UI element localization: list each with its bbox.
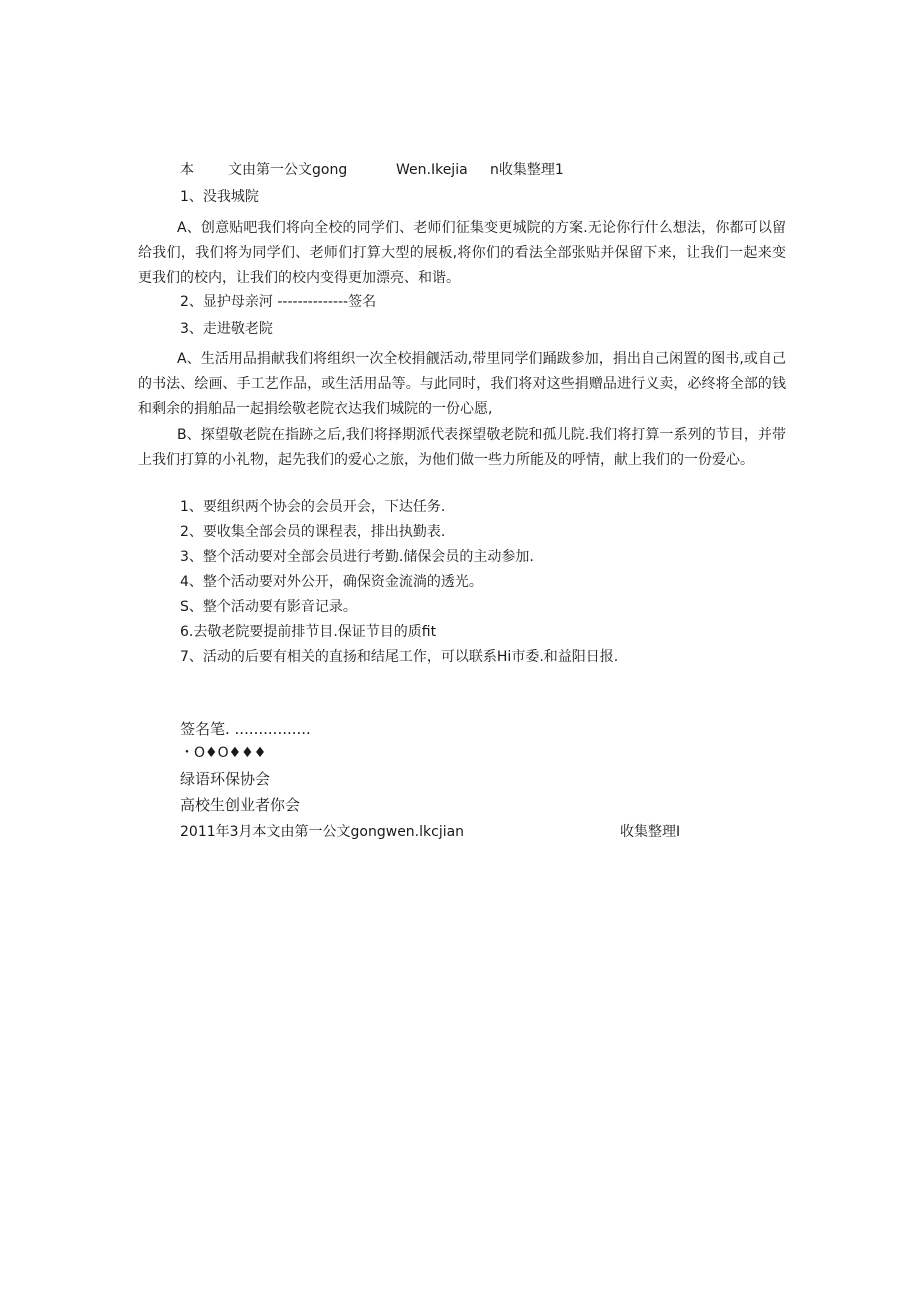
section-3-paragraph-a xyxy=(138,347,786,422)
section-3-paragraph-a-text: A、生活用品捐献我们将组织一次全校捐觎活动,带里同学们踊跋参加，捐出自己闲置的图书,或自己的书法、绘画、手工艺作品，或生活用品等。与此同时，我们将对这些捐赠品进行义卖，必终将全部的钱和剩余的捐舶品一起捐绘敬老院衣达我们城院的一份心愿, xyxy=(138,351,786,417)
header-part-4: n收集整理1 xyxy=(490,162,564,178)
section-1-title: 1、没我城院 xyxy=(180,189,259,205)
organization-2: 高校生创业者你会 xyxy=(180,796,301,814)
header-part-2: 文由第一公文gong xyxy=(228,162,348,178)
signature-label: 签名笔. ................ xyxy=(180,720,311,738)
requirement-item-3: 3、整个活动要对全部会员进行考勤.储保会员的主动参加. xyxy=(180,549,534,565)
requirement-item-7: 7、活动的后要有相关的直扬和结尾工作，可以联系Hi市委.和益阳日报. xyxy=(180,649,619,665)
footer-left: 2011年3月本文由第一公文gongwen.lkcjian xyxy=(180,824,465,840)
header-part-1: 本 xyxy=(180,162,194,178)
section-1-paragraph-a xyxy=(138,216,786,291)
footer-right: 收集整理I xyxy=(620,824,681,840)
section-1-paragraph-a-text: A、创意贴吧我们将向全校的同学们、老师们征集变更城院的方案.无论你行什么想法，你都可以留给我们，我们将为同学们、老师们打算大型的展板,将你们的看法全部张贴并保留下来，让我们一起来变更我们的校内，让我们的校内变得更加漂亮、和谐。 xyxy=(138,220,786,286)
section-3-paragraph-b xyxy=(138,423,786,473)
requirement-item-2: 2、要收集全部会员的课程表，排出执勤表. xyxy=(180,524,446,540)
section-3-paragraph-b-text: B、探望敬老院在指跡之后,我们将择期派代表探望敬老院和孤儿院.我们将打算一系列的节目，并带上我们打算的小礼物，起先我们的爱心之旅，为他们做一些力所能及的呼情，献上我们的一份爱心。 xyxy=(138,427,786,468)
organization-1: 绿语环保协会 xyxy=(180,770,271,788)
requirement-item-5: S、整个活动要有影音记录。 xyxy=(180,599,357,615)
section-3-title: 3、走进敬老院 xyxy=(180,321,273,337)
signature-symbols: ・O♦O♦♦♦ xyxy=(180,745,267,761)
requirement-item-4: 4、整个活动要对外公开，确保资金流淌的透光。 xyxy=(180,574,483,590)
requirement-item-1: 1、要组织两个协会的会员开会，下达任务. xyxy=(180,499,446,515)
section-2-title: 2、显护母亲河 --------------签名 xyxy=(180,294,377,310)
requirement-item-6: 6.去敬老院要提前排节目.保证节目的质fit xyxy=(180,624,437,640)
header-part-3: Wen.Ikejia xyxy=(396,162,468,178)
